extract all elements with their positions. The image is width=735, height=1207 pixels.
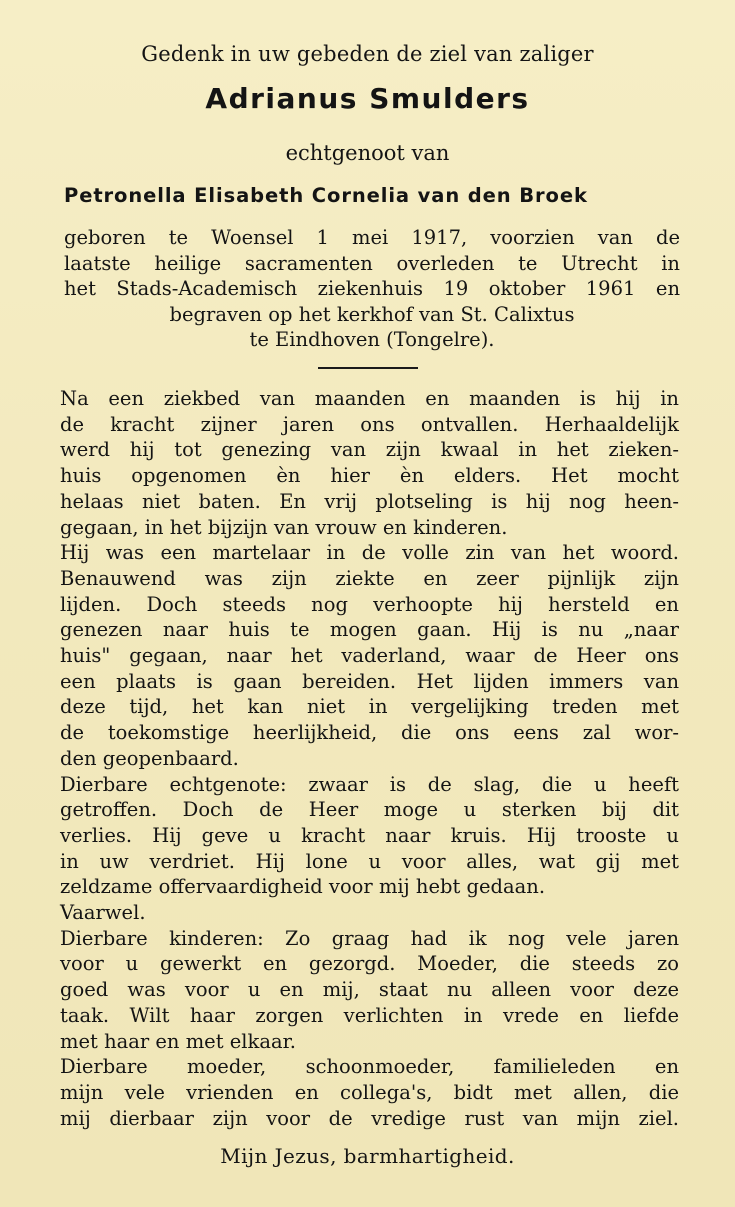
bio-line: geboren te Woensel 1 mei 1917, voorzien van de <box>64 226 680 249</box>
memorial-text <box>60 386 679 1131</box>
text-line: een plaats is gaan bereiden. Het lijden immers van <box>60 669 679 693</box>
text-line: werd hij tot genezing van zijn kwaal in het zieken- <box>60 438 679 462</box>
text-line: huis opgenomen èn hier èn elders. Het mocht <box>60 464 679 488</box>
text-line: Hij was een martelaar in de volle zin van het woord. <box>60 541 679 565</box>
text-line: Vaarwel. <box>60 901 146 925</box>
text-line: verlies. Hij geve u kracht naar kruis. Hij trooste u <box>60 823 679 847</box>
text-line: Dierbare kinderen: Zo graag had ik nog vele jaren <box>60 926 679 950</box>
text-line: deze tijd, het kan niet in vergelijking treden met <box>60 695 679 719</box>
text-line: Benauwend was zijn ziekte en zeer pijnlijk zijn <box>60 566 679 590</box>
text-line: voor u gewerkt en gezorgd. Moeder, die steeds zo <box>60 952 679 976</box>
text-line: lijden. Doch steeds nog verhoopte hij hersteld en <box>60 592 679 616</box>
text-line: de kracht zijner jaren ons ontvallen. Herhaaldelijk <box>60 412 679 436</box>
text-line: helaas niet baten. En vrij plotseling is hij nog heen- <box>60 489 679 513</box>
bio-line: begraven op het kerkhof van St. Calixtus <box>169 302 575 326</box>
text-line: gegaan, in het bijzijn van vrouw en kinderen. <box>60 515 508 539</box>
intro-line: Gedenk in uw gebeden de ziel van zaliger <box>141 42 594 66</box>
text-line: den geopenbaard. <box>60 746 239 770</box>
text-line: de toekomstige heerlijkheid, die ons eens zal wor- <box>60 721 679 745</box>
biography-block <box>64 225 680 353</box>
text-line: Na een ziekbed van maanden en maanden is hij in <box>60 387 679 410</box>
bio-line: te Eindhoven (Tongelre). <box>249 328 495 351</box>
text-line: met haar en met elkaar. <box>60 1029 296 1053</box>
text-line: zeldzame offervaardigheid voor mij hebt gedaan. <box>60 875 546 899</box>
text-line: mijn vele vrienden en collega's, bidt met allen, die <box>60 1080 679 1104</box>
divider-rule <box>318 367 418 369</box>
deceased-name: Adrianus Smulders <box>205 82 530 115</box>
bio-line: het Stads-Academisch ziekenhuis 19 oktober 1961 en <box>64 277 680 300</box>
text-line: genezen naar huis te mogen gaan. Hij is nu „naar <box>60 618 679 642</box>
spouse-label: echtgenoot van <box>285 141 450 165</box>
text-line: taak. Wilt haar zorgen verlichten in vrede en liefde <box>60 1003 679 1027</box>
text-line: goed was voor u en mij, staat nu alleen voor deze <box>60 978 679 1002</box>
bio-line: laatste heilige sacramenten overleden te Utrecht in <box>64 251 680 275</box>
text-line: huis" gegaan, naar het vaderland, waar de Heer ons <box>60 644 679 668</box>
text-line: mij dierbaar zijn voor de vredige rust van mijn ziel. <box>60 1106 679 1130</box>
text-line: Dierbare moeder, schoonmoeder, familieleden en <box>60 1055 679 1079</box>
text-line: Dierbare echtgenote: zwaar is de slag, die u heeft <box>60 772 679 796</box>
spouse-name: Petronella Elisabeth Cornelia van den Broek <box>64 184 588 207</box>
text-line: in uw verdriet. Hij lone u voor alles, wat gij met <box>60 849 679 873</box>
closing-prayer: Mijn Jezus, barmhartigheid. <box>220 1144 515 1168</box>
text-line: getroffen. Doch de Heer moge u sterken bij dit <box>60 798 679 822</box>
